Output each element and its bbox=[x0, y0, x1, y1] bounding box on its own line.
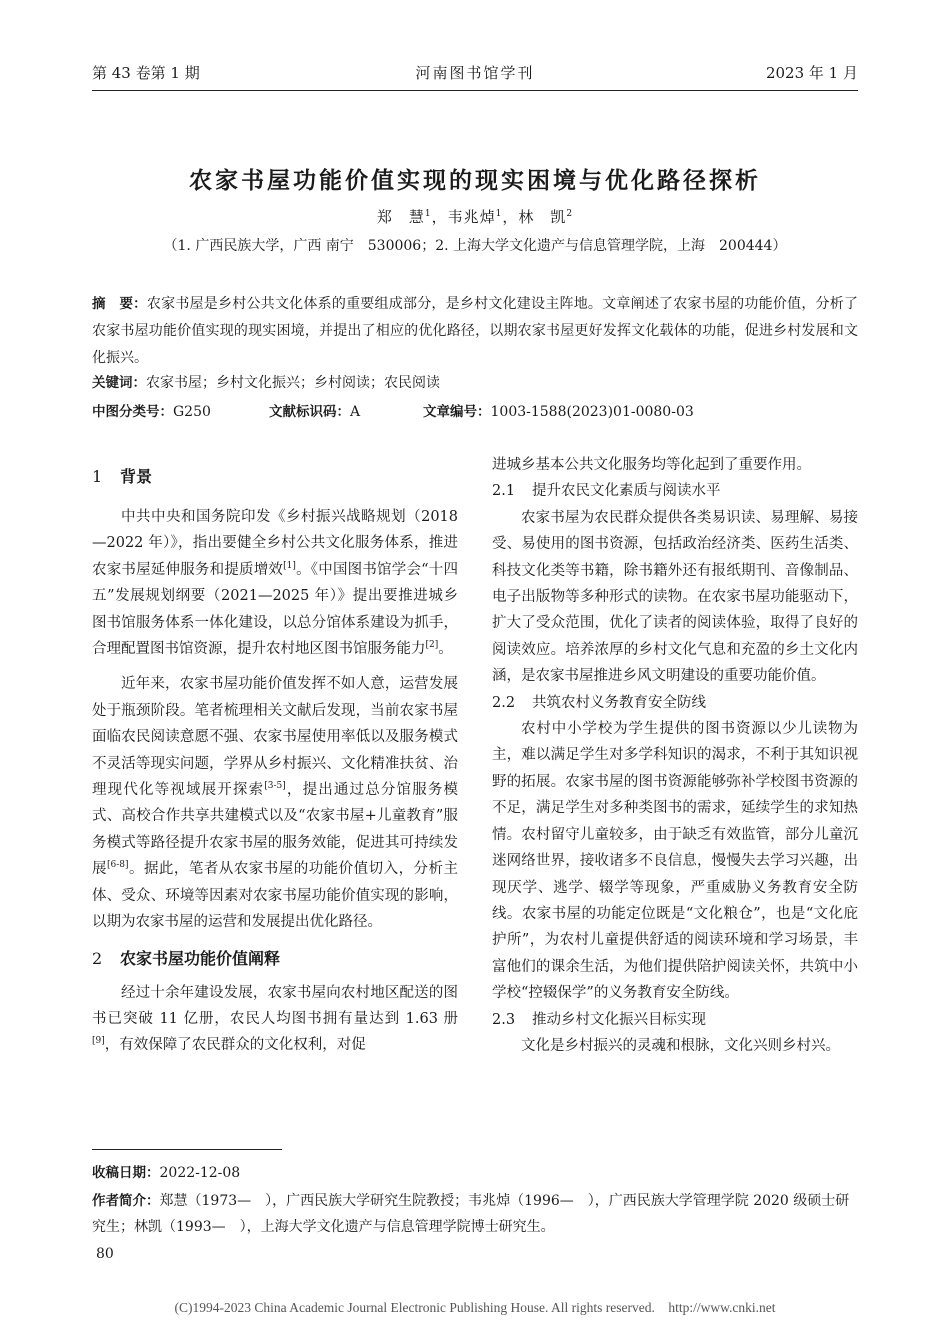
citation: [9] bbox=[92, 1036, 105, 1047]
text-run: 。据此，笔者从农家书屋的功能价值切入，分析主体、受众、环境等因素对农家书屋功能价值实现的影响，以期为农家书屋的运营和发展提出优化路径。 bbox=[92, 861, 459, 931]
abstract-label: 摘 要： bbox=[92, 296, 147, 312]
paragraph: 农家书屋为农民群众提供各类易识读、易理解、易接受、易使用的图书资源，包括政治经济类、医药生活类、科技文化类等书籍，除书籍外还有报纸期刊、音像制品、电子出版物等多种形式的读物。在农家书屋功能驱动下，扩大了受众范围，优化了读者的阅读体验，取得了良好的阅读效应。培养浓厚的乡村文化气息和充盈的乡土文化内涵，是农家书屋推进乡风文明建设的重要功能价值。 bbox=[492, 509, 858, 685]
section-heading-2 bbox=[92, 946, 458, 972]
paragraph-continued: 进城乡基本公共文化服务均等化起到了重要作用。 bbox=[492, 457, 811, 473]
author-mark: 1 bbox=[424, 209, 432, 219]
clc-value: G250 bbox=[173, 404, 211, 420]
running-header bbox=[92, 62, 858, 86]
subsection-title: 推动乡村文化振兴目标实现 bbox=[532, 1011, 706, 1028]
copyright-notice: (C)1994-2023 China Academic Journal Electronic Publishing House. All rights reserved. http://www.cnki.net bbox=[174, 1300, 776, 1315]
bio-label: 作者简介： bbox=[92, 1193, 160, 1209]
right-column bbox=[492, 452, 858, 1059]
section-number: 1 bbox=[92, 467, 103, 486]
text-run: 经过十余年建设发展，农家书屋向农村地区配送的图书已突破 11 亿册，农民人均图书拥有量达到 1.63 册 bbox=[92, 984, 458, 1027]
abstract-text: 农家书屋是乡村公共文化体系的重要组成部分，是乡村文化建设主阵地。文章阐述了农家书屋的功能价值，分析了农家书屋功能价值实现的现实困境，并提出了相应的优化路径，以期农家书屋更好发挥文化载体的功能，促进乡村发展和文化振兴。 bbox=[92, 296, 858, 366]
keywords-text: 农家书屋；乡村文化振兴；乡村阅读；农民阅读 bbox=[146, 375, 440, 391]
received-date bbox=[92, 1160, 858, 1186]
author-bio bbox=[92, 1188, 858, 1240]
subsection-heading-2-2 bbox=[492, 690, 858, 716]
text-run: 。《中国图书馆学会“十四五”发展规划纲要（2021—2025 年）》提出要推进城乡图书馆服务体系一体化建设，以总分馆体系建设为抓手，合理配置图书馆资源，提升农村地区图书馆服务能力 bbox=[92, 561, 458, 658]
left-column bbox=[92, 452, 458, 1059]
citation: [3-5] bbox=[264, 781, 286, 792]
author-separator: ， bbox=[431, 208, 448, 226]
doc-label: 文献标识码： bbox=[269, 404, 350, 420]
page-number: 80 bbox=[96, 1246, 114, 1262]
header-divider bbox=[92, 90, 858, 91]
citation: [2] bbox=[425, 640, 439, 651]
paragraph bbox=[92, 980, 458, 1059]
author-name: 林 凯 bbox=[518, 208, 567, 226]
article-no-value: 1003-1588(2023)01-0080-03 bbox=[490, 404, 694, 420]
footnotes bbox=[92, 1160, 858, 1240]
clc-code bbox=[92, 400, 211, 420]
author-mark: 1 bbox=[495, 209, 503, 219]
volume-issue: 第 43 卷第 1 期 bbox=[92, 64, 200, 82]
article-no-label: 文章编号： bbox=[423, 404, 491, 420]
paragraph bbox=[92, 671, 458, 935]
section-title: 背景 bbox=[120, 467, 153, 486]
text-run: ，有效保障了农民群众的文化权利，对促 bbox=[104, 1037, 366, 1054]
author-separator: ， bbox=[502, 208, 519, 226]
text-run: 近年来，农家书屋功能价值发挥不如人意，运营发展处于瓶颈阶段。笔者梳理相关文献后发现，当前农家书屋面临农民阅读意愿不强、农家书屋使用率低以及服务模式不灵活等现实问题，学界从乡村振兴、文化精准扶贫、治理现代化等视域展开探索 bbox=[92, 676, 458, 799]
section-number: 2 bbox=[92, 948, 103, 968]
article-title: 农家书屋功能价值实现的现实困境与优化路径探析 bbox=[189, 167, 761, 194]
clc-label: 中图分类号： bbox=[92, 404, 173, 420]
author-name: 韦兆焯 bbox=[447, 208, 496, 226]
author-mark: 2 bbox=[566, 209, 574, 219]
text-run: ，提出通过总分馆服务模式、高校合作共享共建模式以及“农家书屋+儿童教育”服务模式等路径提升农家书屋的服务效能，促进其可持续发展 bbox=[92, 782, 459, 878]
paragraph: 文化是乡村振兴的灵魂和根脉，文化兴则乡村兴。 bbox=[521, 1037, 840, 1054]
text-run: 中共中央和国务院印发《乡村振兴战略规划（2018—2022 年）》，指出要健全乡村公共文化服务体系，推进农家书屋延伸服务和提质增效 bbox=[92, 509, 458, 578]
document-code bbox=[269, 400, 360, 420]
keywords-label: 关键词： bbox=[92, 375, 146, 391]
paragraph bbox=[92, 504, 458, 662]
subsection-number: 2.2 bbox=[492, 694, 516, 711]
subsection-title: 共筑农村义务教育安全防线 bbox=[532, 694, 706, 711]
abstract bbox=[92, 291, 858, 372]
article-number bbox=[423, 400, 694, 420]
section-heading-1 bbox=[92, 464, 458, 490]
subsection-heading-2-3 bbox=[492, 1007, 858, 1033]
citation: [1] bbox=[283, 560, 296, 571]
received-value: 2022-12-08 bbox=[159, 1165, 241, 1181]
author-list bbox=[0, 206, 950, 227]
journal-name: 河南图书馆学刊 bbox=[415, 64, 535, 82]
subsection-number: 2.3 bbox=[492, 1011, 516, 1028]
section-title: 农家书屋功能价值阐释 bbox=[120, 948, 281, 968]
citation: [6-8] bbox=[106, 860, 129, 871]
classification-row bbox=[92, 400, 858, 422]
affiliations: （1. 广西民族大学，广西 南宁 530006；2. 上海大学文化遗产与信息管理学院，上海 200444） bbox=[163, 238, 787, 254]
author-name: 郑 慧 bbox=[376, 208, 425, 226]
doc-value: A bbox=[350, 404, 361, 420]
issue-date: 2023 年 1 月 bbox=[765, 64, 858, 82]
text-run: 。 bbox=[438, 641, 453, 658]
subsection-number: 2.1 bbox=[492, 483, 516, 500]
subsection-heading-2-1 bbox=[492, 478, 858, 504]
footnote-divider bbox=[92, 1149, 282, 1150]
paragraph: 农村中小学校为学生提供的图书资源以少儿读物为主，难以满足学生对多学科知识的渴求，不利于其知识视野的拓展。农家书屋的图书资源能够弥补学校图书资源的不足，满足学生对多种类图书的需求，延续学生的求知热情。农村留守儿童较多，由于缺乏有效监管，部分儿童沉迷网络世界，接收诸多不良信息，慢慢失去学习兴趣，出现厌学、逃学、辍学等现象，严重威胁义务教育安全防线。农家书屋的功能定位既是“文化粮仓”，也是“文化庇护所”，为农村儿童提供舒适的阅读环境和学习场景，丰富他们的课余生活，为他们提供陪护阅读关怀，共筑中小学校“控辍保学”的义务教育安全防线。 bbox=[492, 721, 858, 1002]
subsection-title: 提升农民文化素质与阅读水平 bbox=[532, 483, 721, 500]
keywords bbox=[92, 372, 858, 394]
bio-text: 郑慧（1973— ），广西民族大学研究生院教授；韦兆焯（1996— ），广西民族大学管理学院 2020 级硕士研究生；林凯（1993— ），上海大学文化遗产与信息管理学院博士研究生。 bbox=[92, 1193, 850, 1235]
received-label: 收稿日期： bbox=[92, 1165, 160, 1181]
